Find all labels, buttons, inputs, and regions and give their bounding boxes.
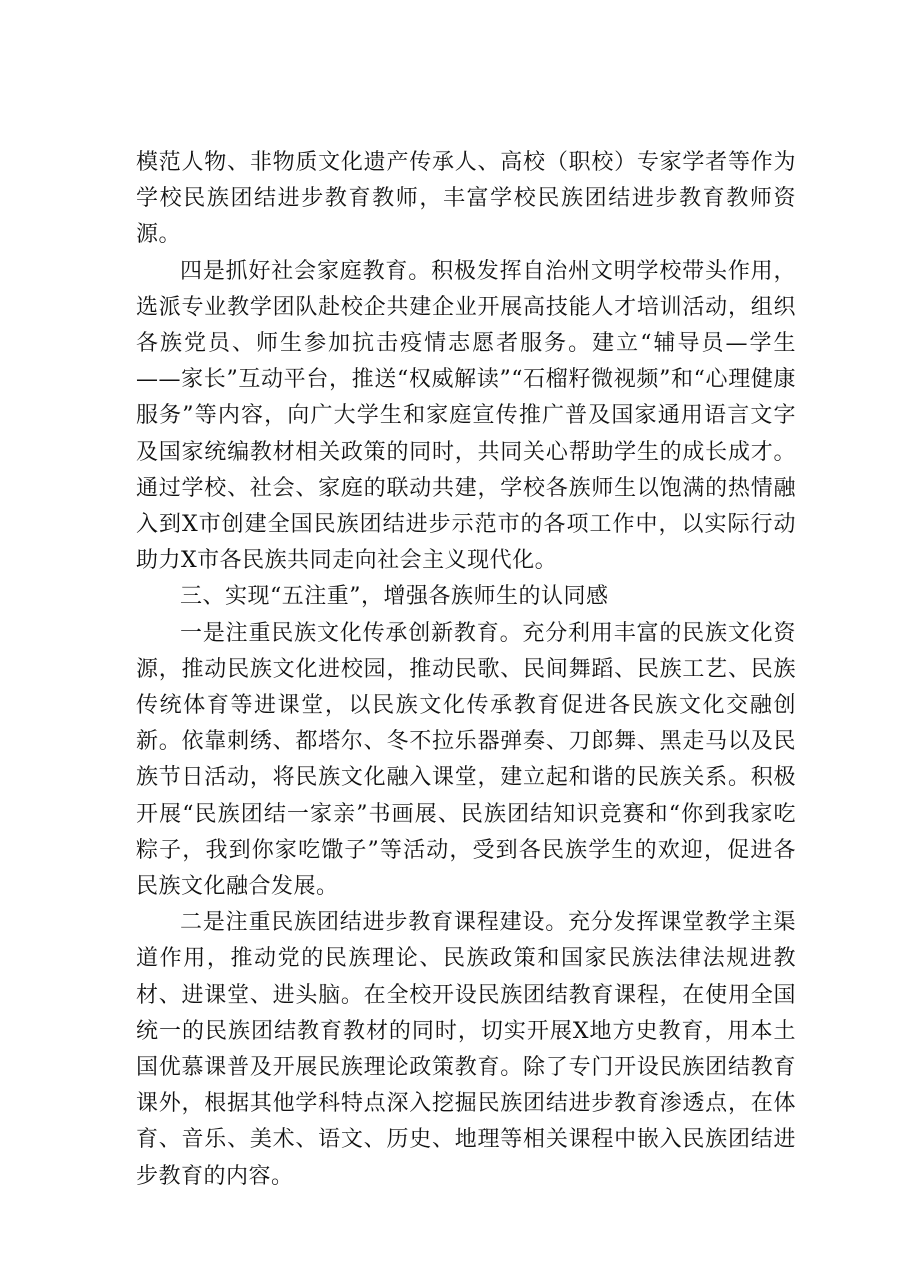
paragraph-curriculum-construction: 二是注重民族团结进步教育课程建设。充分发挥课堂教学主渠道作用，推动党的民族理论、民族政策和国家民族法律法规进教材、进课堂、进头脑。在全校开设民族团结教育课程，在使用全国统一的民族团结教育教材的同时，切实开展X地方史教育，用本土国优慕课普及开展民族理论政策教育。除了专门开设民族团结教育课外，根据其他学科特点深入挖掘民族团结进步教育渗透点，在体育、音乐、美术、语文、历史、地理等相关课程中嵌入民族团结进步教育的内容。	[136, 910, 796, 1189]
paragraph-culture-inheritance: 一是注重民族文化传承创新教育。充分利用丰富的民族文化资源，推动民族文化进校园，推动民歌、民间舞蹈、民族工艺、民族传统体育等进课堂，以民族文化传承教育促进各民族文化交融创新。依靠刺绣、都塔尔、冬不拉乐器弹奏、刀郎舞、黑走马以及民族节日活动，将民族文化融入课堂，建立起和谐的民族关系。积极开展“民族团结一家亲”书画展、民族团结知识竞赛和“你到我家吃粽子，我到你家吃馓子”等活动，受到各民族学生的欢迎，促进各民族文化融合发展。	[136, 620, 796, 900]
paragraph-family-education: 四是抓好社会家庭教育。积极发挥自治州文明学校带头作用，选派专业教学团队赴校企共建企业开展高技能人才培训活动，组织各族党员、师生参加抗击疫情志愿者服务。建立“辅导员—学生——家长”互动平台，推送“权威解读”“石榴籽微视频”和“心理健康服务”等内容，向广大学生和家庭宣传推广普及国家通用语言文字及国家统编教材相关政策的同时，共同关心帮助学生的成长成才。通过学校、社会、家庭的联动共建，学校各族师生以饱满的热情融入到X市创建全国民族团结进步示范市的各项工作中，以实际行动助力X市各民族共同走向社会主义现代化。	[136, 258, 796, 574]
document-body	[136, 145, 796, 1195]
paragraph-continuation: 模范人物、非物质文化遗产传承人、高校（职校）专家学者等作为学校民族团结进步教育教师，丰富学校民族团结进步教育教师资源。	[136, 150, 796, 248]
section-heading-five-emphases: 三、实现“五注重”，增强各族师生的认同感	[180, 584, 609, 610]
